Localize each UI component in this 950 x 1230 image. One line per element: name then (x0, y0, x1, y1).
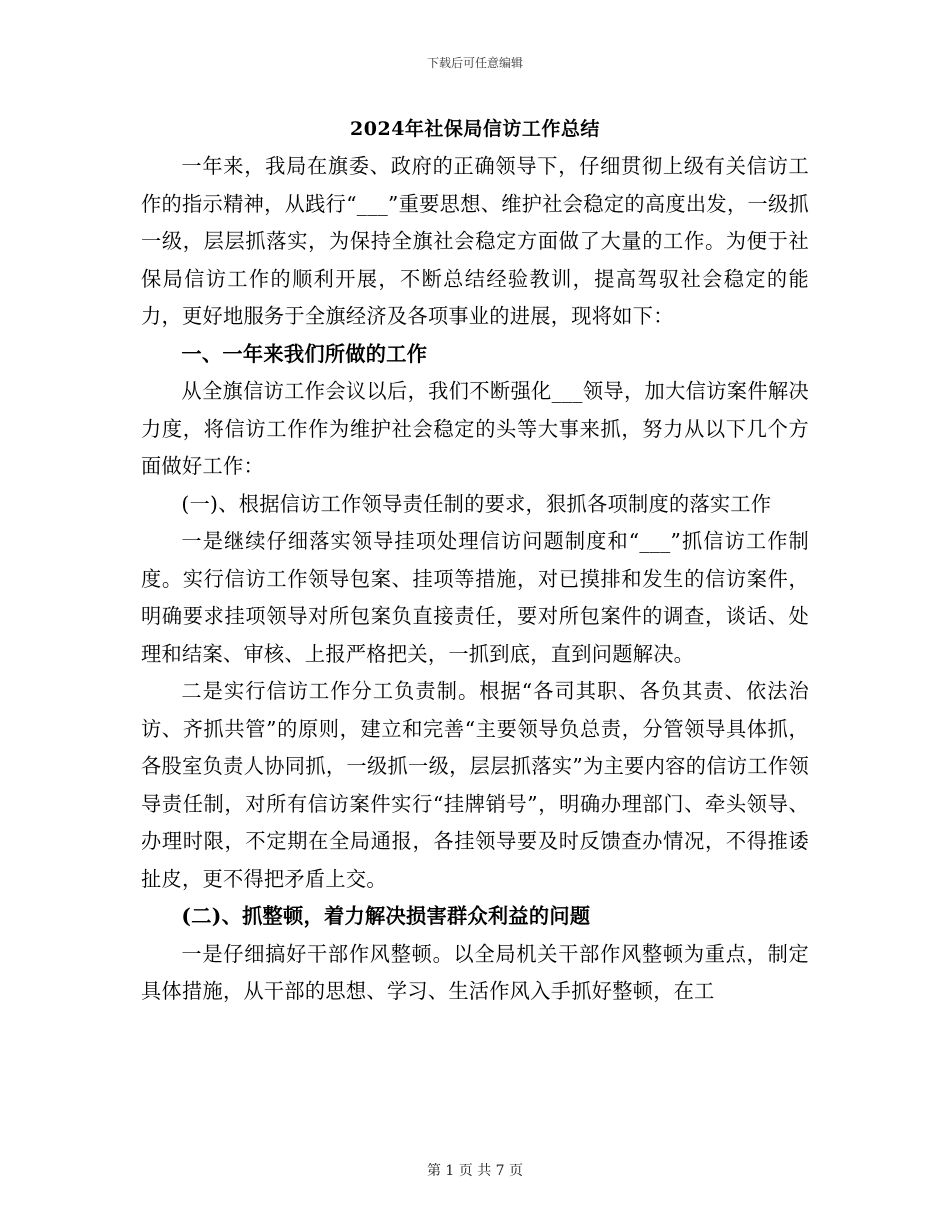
body-paragraph: 二是实行信访工作分工负责制。根据“各司其职、各负其责、依法治访、齐抓共管”的原则，建立和完善“主要领导负总责，分管领导具体抓，各股室负责人协同抓，一级抓一级，层层抓落实”为主要内容的信访工作领导责任制，对所有信访案件实行“挂牌销号”，明确办理部门、牵头领导、办理时限，不定期在全局通报，各挂领导要及时反馈查办情况，不得推诿扯皮，更不得把矛盾上交。 (141, 679, 809, 891)
intro-paragraph: 一年来，我局在旗委、政府的正确领导下，仔细贯彻上级有关信访工作的指示精神，从践行“___”重要思想、维护社会稳定的高度出发，一级抓一级，层层抓落实，为保持全旗社会稳定方面做了大量的工作。为便于社保局信访工作的顺利开展，不断总结经验教训，提高驾驭社会稳定的能力，更好地服务于全旗经济及各项事业的进展，现将如下： (141, 154, 809, 328)
document-title: 2024年社保局信访工作总结 (350, 118, 600, 140)
subsection-heading-2: (二)、抓整顿，着力解决损害群众利益的问题 (181, 904, 591, 928)
subsection-heading-1: (一)、根据信访工作领导责任制的要求，狠抓各项制度的落实工作 (181, 491, 772, 516)
page-number: 第 1 页 共 7 页 (426, 1163, 524, 1179)
download-note: 下载后可任意编辑 (426, 56, 523, 70)
body-paragraph: 从全旗信访工作会议以后，我们不断强化___领导，加大信访案件解决力度，将信访工作作为维护社会稳定的头等大事来抓，努力从以下几个方面做好工作： (141, 379, 809, 478)
section-heading-1: 一、一年来我们所做的工作 (181, 341, 428, 366)
document-body (141, 148, 809, 1011)
body-paragraph: 一是仔细搞好干部作风整顿。以全局机关干部作风整顿为重点，制定具体措施，从干部的思想、学习、生活作风入手抓好整顿，在工 (141, 941, 809, 1003)
body-paragraph: 一是继续仔细落实领导挂项处理信访问题制度和“___”抓信访工作制度。实行信访工作领导包案、挂项等措施，对已摸排和发生的信访案件，明确要求挂项领导对所包案负直接责任，要对所包案件的调查，谈话、处理和结案、审核、上报严格把关，一抓到底，直到问题解决。 (141, 529, 809, 666)
